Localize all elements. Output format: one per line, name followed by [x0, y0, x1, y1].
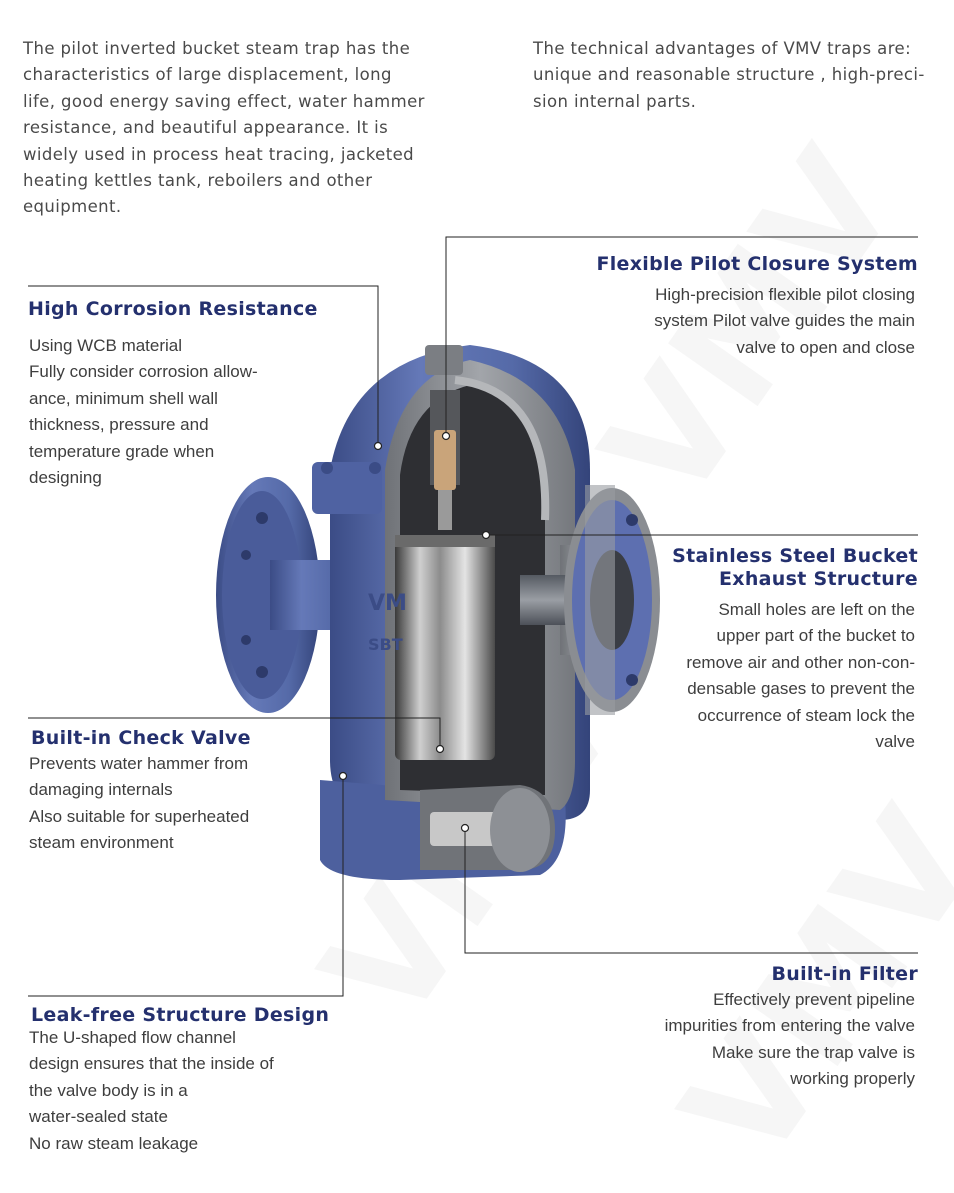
intro-right: The technical advantages of VMV traps are: unique and reasonable structure , high-preci- sion internal parts. [533, 39, 925, 111]
filter-desc: Effectively prevent pipeline impurities from entering the valve Make sure the trap valve is working properly [664, 990, 915, 1089]
leak-free-title: Leak-free Structure Design [31, 1004, 330, 1026]
stainless-bucket [395, 535, 495, 760]
body-marking-sbt: SBT [368, 635, 403, 654]
filter-title: Built-in Filter [771, 963, 918, 985]
bucket-desc: Small holes are left on the upper part of the bucket to remove air and other non-con- densable gases to prevent the occurrence of steam lock the valve [686, 600, 915, 752]
check-valve-desc: Prevents water hammer from damaging internals Also suitable for superheated steam environment [29, 754, 250, 853]
check-valve-title: Built-in Check Valve [31, 727, 251, 749]
leak-free-desc: The U-shaped flow channel design ensures that the inside of the valve body is in a water-sealed state No raw steam leakage [29, 1028, 274, 1153]
flexible-pilot-title: Flexible Pilot Closure System [596, 253, 918, 275]
corrosion-title: High Corrosion Resistance [28, 298, 318, 320]
body-marking-vm: VM [368, 591, 407, 616]
bucket-title: Stainless Steel Bucket Exhaust Structure [672, 545, 918, 590]
intro-left: The pilot inverted bucket steam trap has the characteristics of large displacement, long life, good energy saving effect, water hammer resistance, and beautiful appearance. It is widely used in process heat tracing, jacketed heating kettles tank, reboilers and other equipment. [23, 39, 425, 217]
flexible-pilot-desc: High-precision flexible pilot closing system Pilot valve guides the main valve to open and close [654, 285, 915, 357]
corrosion-desc: Using WCB material Fully consider corrosion allow- ance, minimum shell wall thickness, pressure and temperature grade when designing [29, 336, 258, 488]
